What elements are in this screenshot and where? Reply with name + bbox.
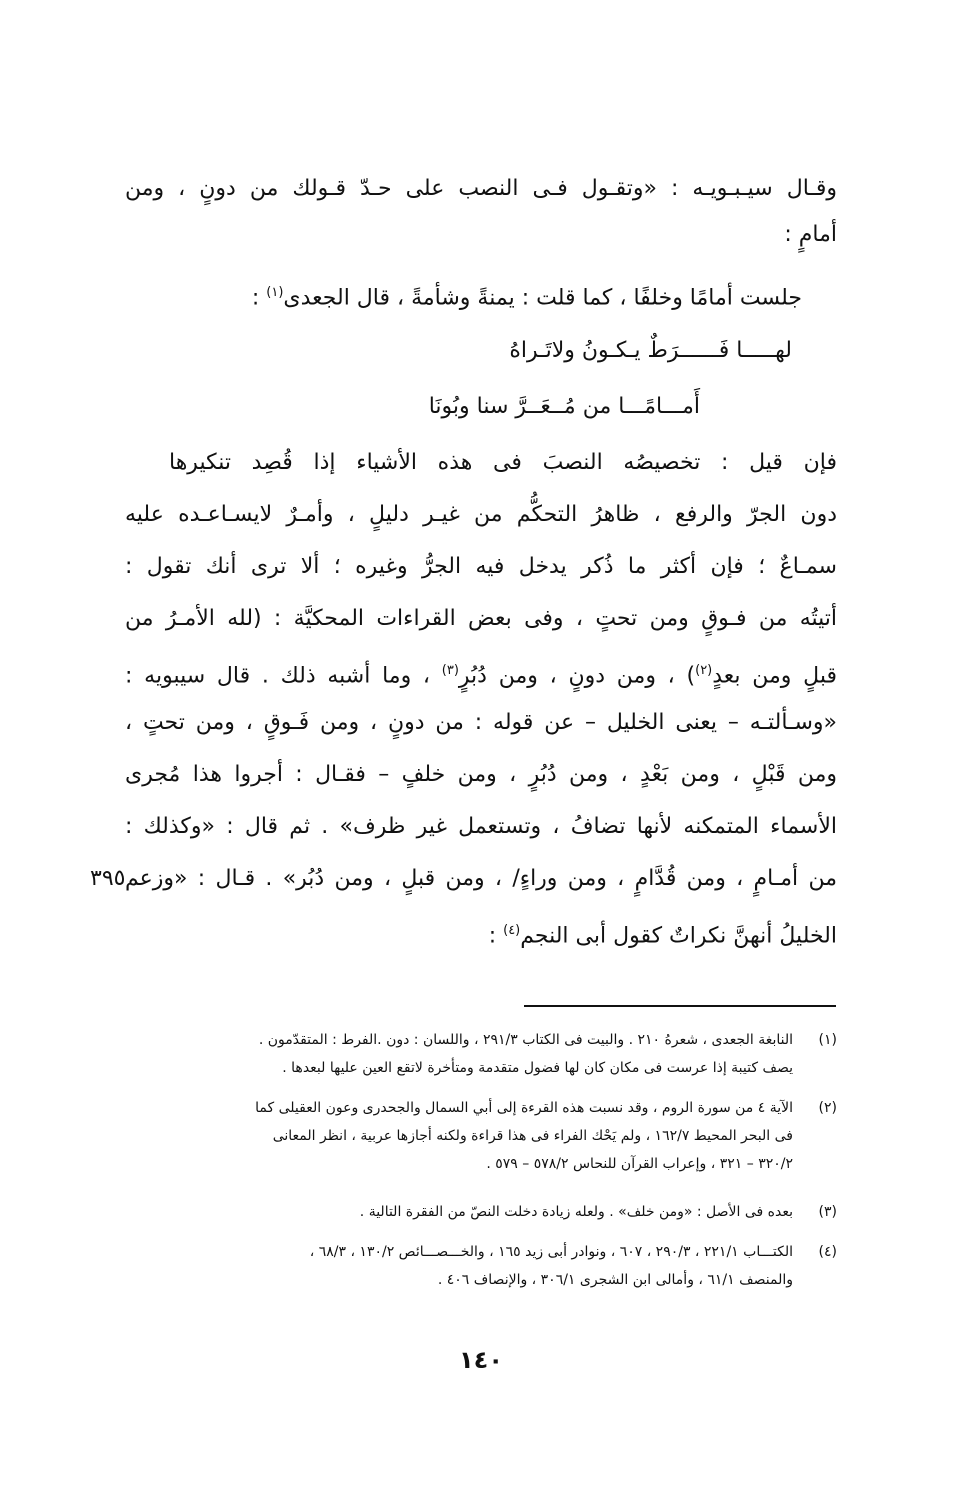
footnote-1-number: (١) — [818, 1032, 837, 1048]
body-line-15-end: : — [488, 923, 504, 949]
verse-intro-text: جلست أمامًا وخلفًا ، كما قلت : يمنةً وشأمةً ، قال الجعدى — [283, 285, 802, 311]
footnote-ref-3: (٣) — [441, 663, 459, 678]
footnote-ref-4: (٤) — [503, 923, 521, 938]
body-line-13: الأسماء المتمكنه لأنها تضافُ ، وتستعمل غير ظرف» . ثم قال : «وكذلك : — [125, 814, 837, 839]
footnote-2-line-2: فى البحر المحيط ١٦٢/٧ ، ولم يَحْك الفراء فى هذا قراءة ولكنه أجازها عربية ، انظر المعانى — [272, 1128, 793, 1144]
body-line-14: من أمـامٍ ، ومن قُدَّامٍ ، ومن وراءٍ/ ، ومن قبلٍ ، ومن دُبُر» . قـال : «وزعم — [125, 866, 837, 891]
body-line-15-text: الخليلُ أنهنَّ نكراتٌ كقول أبى النجم — [520, 923, 837, 949]
verse-line-1: لهـــــا فَــــــرَطٌ يـكـونُ ولاتَـراهُ — [509, 338, 792, 363]
body-line-15 — [125, 908, 837, 959]
footnote-1 — [125, 1026, 837, 1082]
footnote-1-text — [125, 1026, 793, 1082]
footnote-2-text — [125, 1094, 793, 1178]
body-line-1: وقـال سيـبـويـه : «وتقـول فـى النصب على حـدّ قـولك من دونٍ ، ومن — [125, 176, 837, 201]
body-line-11: «وسـألتـه – يعنى الخليل – عن قوله : من دونٍ ، ومن فَـوقٍ ، ومن تحتٍ ، — [125, 710, 837, 735]
footnote-3-text — [125, 1198, 793, 1226]
footnote-2-line-3: ٣٢٠/٢ – ٣٢١ ، وإعراب القرآن للنحاس ٥٧٨/٢ – ٥٧٩ . — [486, 1156, 793, 1172]
footnote-4-text — [125, 1238, 793, 1294]
page-number: ١٤٠ — [459, 1346, 503, 1374]
footnote-ref-1: (١) — [266, 285, 284, 300]
body-line-7: دون الجرّ والرفع ، ظاهرُ التحكُّم من غيـر دليلٍ ، وأمـرٌ لايسـاعـده عليه — [125, 502, 837, 527]
body-line-6: فإن قيل : تخصيصُه النصبَ فى هذه الأشياء إذا قُصِد تنكيرها — [169, 450, 837, 475]
footnote-ref-2: (٢) — [695, 663, 713, 678]
body-line-12: ومن قَبْلٍ ، ومن بَعْدٍ ، ومن دُبُرٍ ، ومن خلفٍ – فقـال : أجروا هذا مُجرى — [125, 762, 837, 787]
footnote-4-line-2: والمنصف ٦١/١ ، وأمالى ابن الشجرى ٣٠٦/١ ، والإنصاف ٤٠٦ . — [437, 1272, 793, 1288]
footnote-separator — [524, 1005, 836, 1007]
footnote-2-number: (٢) — [818, 1100, 837, 1116]
body-line-9: أتيتُه من فـوقٍ ومن تحتٍ ، وفى بعض القراءات المحكيَّة : (لله الأمـرُ من — [125, 606, 837, 631]
footnote-1-line-2: يصف كتيبة إذا عرست فى مكان كان لها فضول متقدمة ومتأخرة لاتقع العين عليها لبعدها . — [282, 1060, 793, 1076]
footnote-3-number: (٣) — [818, 1204, 837, 1220]
body-line-8: سمـاعٌ ؛ فإن أكثر ما ذُكر يدخل فيه الجرُّ وغيره ؛ ألا ترى أنك تقول : — [125, 554, 837, 579]
footnote-4 — [125, 1238, 837, 1294]
body-line-10-part-1: قبلٍ ومن بعدٍ — [712, 663, 837, 689]
footnote-2-line-1: الآية ٤ من سورة الروم ، وقد نسبت هذه القرءة إلى أبي السمال والجحدرى وعون العقيلى كما — [255, 1100, 793, 1116]
footnote-3 — [125, 1198, 837, 1226]
footnote-4-number: (٤) — [818, 1244, 837, 1260]
body-line-10-part-2: ) ، ومن دونٍ ، ومن دُبُرٍ — [458, 663, 696, 689]
body-line-10 — [125, 648, 837, 699]
footnote-2 — [125, 1094, 837, 1178]
footnote-4-line-1: الكتـــاب ٢٢١/١ ، ٢٩٠/٣ ، ٦٠٧ ، ونوادر أبى زيد ١٦٥ ، والخـــصـــائص ١٣٠/٢ ، ٦٨/٣ ، — [309, 1244, 793, 1260]
footnote-1-line-1: النابغة الجعدى ، شعرهُ ٢١٠ . والبيت فى الكتاب ٢٩١/٣ ، واللسان : دون .الفرط : المتقدّمون . — [258, 1032, 793, 1048]
footnote-3-line-1: بعده فى الأصل : «ومن خلف» . ولعله زيادة دخلت النصّ من الفقرة التالية . — [359, 1204, 793, 1220]
verse-intro-line: جلست أمامًا وخلفًا ، كما قلت : يمنةً وشأمةً ، قال الجعدى$^{(١)}$ : — [251, 285, 802, 311]
body-line-2: أمامٍ : — [784, 222, 837, 247]
margin-reference-number: ٣٩٥ — [90, 866, 126, 891]
body-line-10-part-3: ، وما أشبه ذلك . قال سيبويه : — [125, 663, 442, 689]
verse-line-2: أَمـــامًـــا من مُــعَــرَّ سنا وبُونَا — [428, 394, 700, 419]
